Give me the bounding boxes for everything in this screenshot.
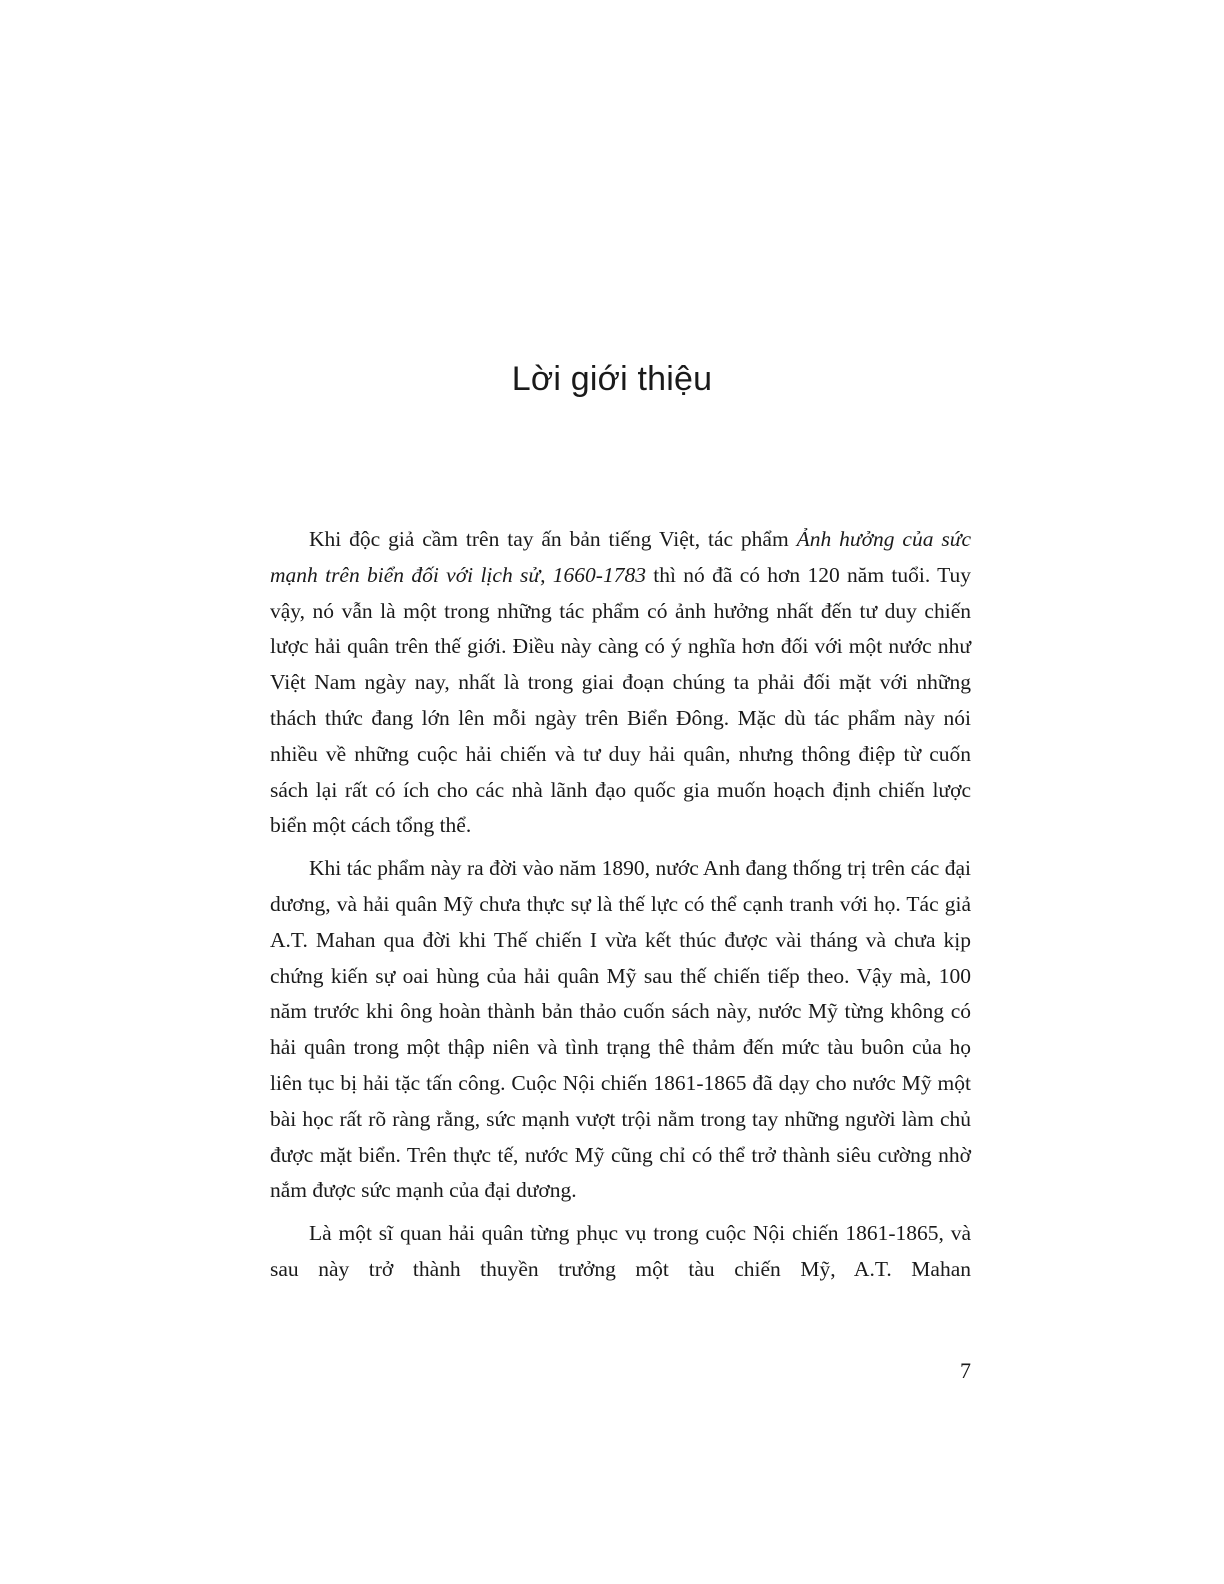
book-title-italic: Ảnh hưởng của sức mạnh trên biển đối với lịch sử, 1660-1783 [270,527,972,587]
paragraph-2: Khi tác phẩm này ra đời vào năm 1890, nước Anh đang thống trị trên các đại dương, và hải quân Mỹ chưa thực sự là thế lực có thể cạnh tranh với họ. Tác giả A.T. Mahan qua đời khi Thế chiến I vừa kết thúc được vài tháng và chưa kịp chứng kiến sự oai hùng của hải quân Mỹ sau thế chiến tiếp theo. Vậy mà, 100 năm trước khi ông hoàn thành bản thảo cuốn sách này, nước Mỹ từng không có hải quân trong một thập niên và tình trạng thê thảm đến mức tàu buôn của họ liên tục bị hải tặc tấn công. Cuộc Nội chiến 1861-1865 đã dạy cho nước Mỹ một bài học rất rõ ràng rằng, sức mạnh vượt trội nằm trong tay những người làm chủ được mặt biển. Trên thực tế, nước Mỹ cũng chỉ có thể trở thành siêu cường nhờ nắm được sức mạnh của đại dương. [270,856,971,1203]
chapter-title: Lời giới thiệu [511,360,713,398]
paragraph-1-text-start: Khi độc giả cầm trên tay ấn bản tiếng Việt, tác phẩm [309,527,797,551]
paragraph-1-text-end: thì nó đã có hơn 120 năm tuổi. Tuy vậy, nó vẫn là một trong những tác phẩm có ảnh hưởng nhất đến tư duy chiến lược hải quân trên thế giới. Điều này càng có ý nghĩa hơn đối với một nước như Việt Nam ngày nay, nhất là trong giai đoạn chúng ta phải đối mặt với những thách thức đang lớn lên mỗi ngày trên Biển Đông. Mặc dù tác phẩm này nói nhiều về những cuộc hải chiến và tư duy hải quân, nhưng thông điệp từ cuốn sách lại rất có ích cho các nhà lãnh đạo quốc gia muốn hoạch định chiến lược biển một cách tổng thể. [270,562,971,838]
page-number: 7 [960,1358,971,1383]
body-text [270,522,971,1295]
paragraph-3: Là một sĩ quan hải quân từng phục vụ trong cuộc Nội chiến 1861-1865, và sau này trở thành thuyền trưởng một tàu chiến Mỹ, A.T. Mahan [270,1221,971,1281]
paragraph-1 [270,522,971,844]
